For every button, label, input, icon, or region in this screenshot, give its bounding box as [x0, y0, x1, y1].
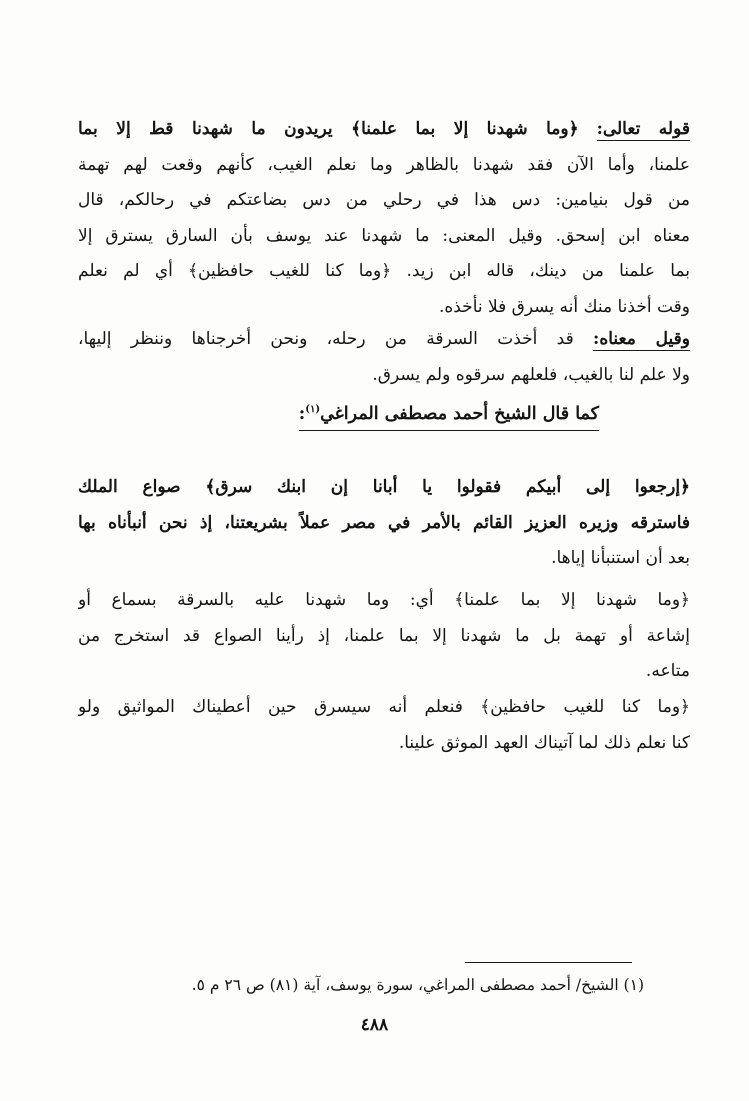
paragraph-2: [78, 322, 690, 393]
footnote: (١) الشيخ/ أحمد مصطفى المراغي، سورة يوسف، آية (٨١) ص ٢٦ م ٥.: [191, 976, 644, 994]
paragraph-1-lead: قوله تعالى:: [596, 119, 690, 139]
paragraph-1-line-1: [78, 112, 690, 148]
paragraph-2-line-2: ولا علم لنا بالغيب، فلعلهم سرقوه ولم يسرق.: [372, 364, 690, 385]
paragraph-3: [78, 470, 690, 577]
section-heading-suffix: :: [298, 404, 306, 424]
paragraph-3-line-1: ﴿إرجعوا إلى أبيكم فقولوا يا أبانا إن ابنك سرق﴾ صواع الملك: [78, 477, 690, 497]
paragraph-1-line-3: من قول بنيامين: دس هذا في رحلي من دس بضاعتكم في رحالكم، قال: [78, 190, 690, 210]
paragraph-2-line-1: [78, 322, 690, 358]
paragraph-1-line-2: علمنا، وأما الآن فقد شهدنا بالظاهر وما نعلم الغيب، كأنهم وقعت لهم تهمة: [78, 154, 690, 175]
paragraph-4-line-1: ﴿وما شهدنا إلا بما علمنا﴾ أي: وما شهدنا عليه بالسرقة بسماع أو: [78, 590, 690, 610]
paragraph-1: [78, 112, 690, 325]
paragraph-4: [78, 583, 690, 690]
paragraph-5-line-1: ﴿وما كنا للغيب حافظين﴾ فنعلم أنه سيسرق حين أعطيناك المواثيق ولو: [78, 697, 690, 717]
paragraph-4-line-2: إشاعة أو تهمة بل ما شهدنا إلا بما علمنا، إذ رأينا الصواع قد استخرج من: [78, 625, 690, 646]
paragraph-2-lead: وقيل معناه:: [593, 329, 690, 349]
paragraph-1-line-4: معناه ابن إسحق. وقيل المعنى: ما شهدنا عند يوسف بأن السارق يسترق إلا: [78, 225, 690, 246]
paragraph-4-line-3: متاعه.: [645, 661, 690, 681]
paragraph-3-line-2: فاسترقه وزيره العزيز القائم بالأمر في مصر عملاً بشريعتنا، إذ نحن أنبأناه بها: [78, 512, 690, 533]
paragraph-3-line-3: بعد أن استنبأنا إياها.: [551, 548, 690, 568]
section-heading-text: كما قال الشيخ أحمد مصطفى المراغي: [320, 404, 599, 424]
paragraph-5: [78, 690, 690, 761]
paragraph-2-line-1-text: قد أخذت السرقة من رحله، ونحن أخرجناها وننظر إليها،: [78, 329, 574, 349]
footnote-separator: [465, 962, 632, 963]
page-number: ٤٨٨: [360, 1015, 389, 1035]
paragraph-1-line-5: بما علمنا من دينك، قاله ابن زيد. ﴿وما كنا للغيب حافظين﴾ أي لم نعلم: [78, 261, 690, 281]
footnote-reference: (١): [305, 404, 321, 416]
paragraph-5-line-2: كنا نعلم ذلك لما آتيناك العهد الموثق علينا.: [398, 732, 690, 753]
paragraph-1-line-1-text: ﴿وما شهدنا إلا بما علمنا﴾ يريدون ما شهدنا قط إلا بما: [78, 119, 579, 139]
paragraph-1-line-6: وقت أخذنا منك أنه يسرق فلا نأخذه.: [438, 296, 690, 317]
section-heading: [299, 404, 599, 431]
